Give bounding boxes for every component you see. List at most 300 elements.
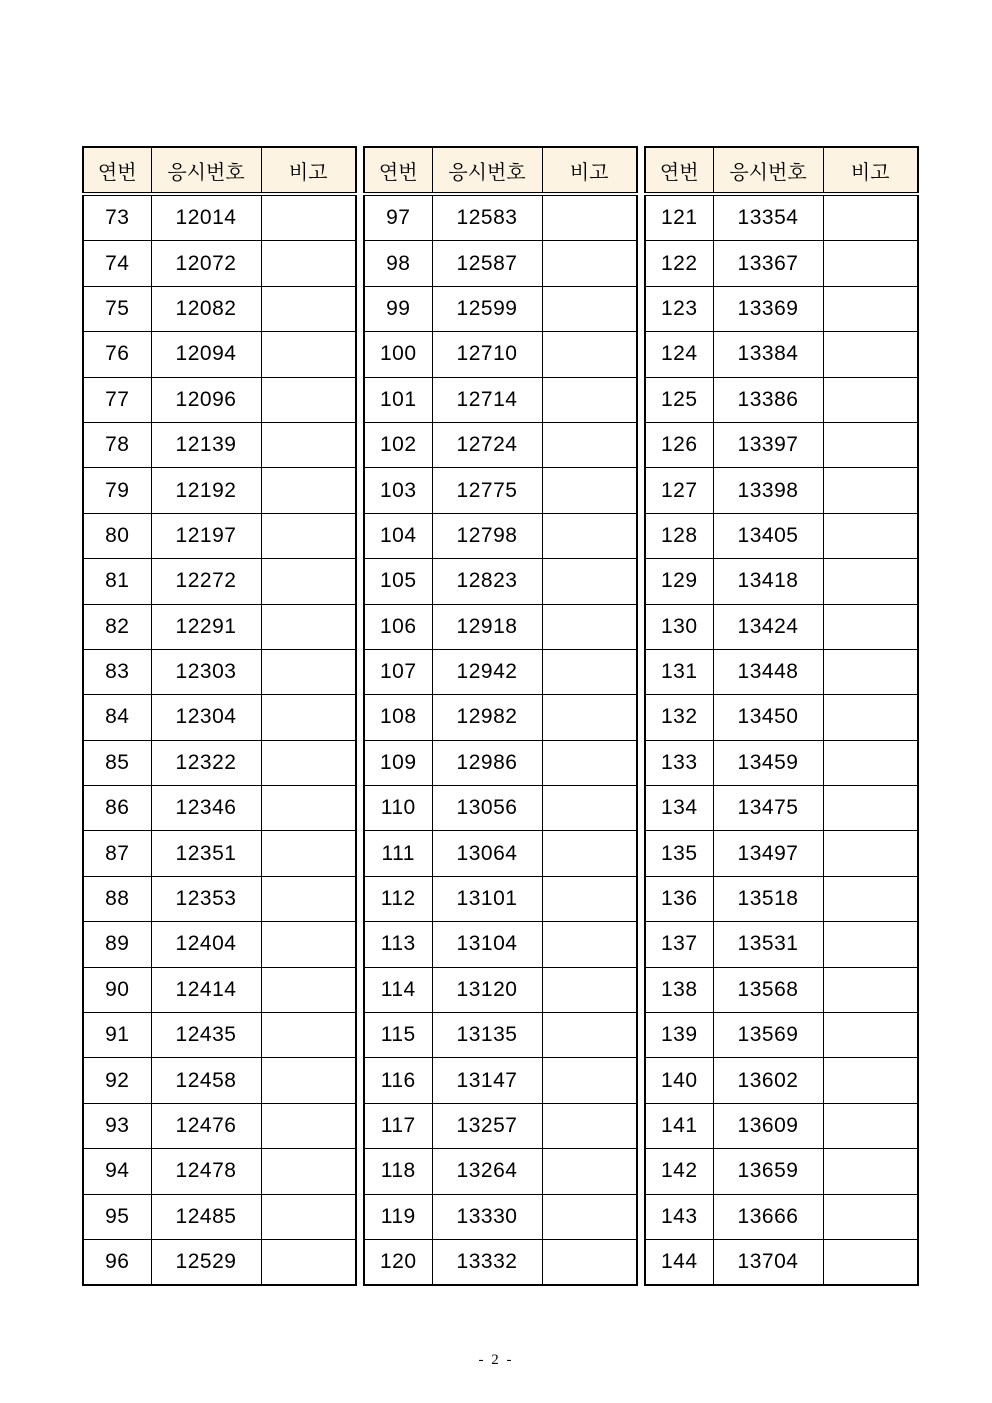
remark-cell bbox=[823, 1013, 918, 1058]
table-row bbox=[364, 286, 637, 331]
remark-cell bbox=[261, 922, 356, 967]
serial-cell: 88 bbox=[83, 876, 151, 921]
serial-cell: 87 bbox=[83, 831, 151, 876]
remark-cell bbox=[823, 241, 918, 286]
candidate-number-cell: 12982 bbox=[432, 695, 542, 740]
remark-cell bbox=[823, 1058, 918, 1103]
serial-cell: 104 bbox=[364, 513, 432, 558]
candidate-number-cell: 12303 bbox=[151, 649, 261, 694]
candidate-number-cell: 13257 bbox=[432, 1103, 542, 1148]
candidate-number-cell: 12529 bbox=[151, 1239, 261, 1285]
serial-cell: 79 bbox=[83, 468, 151, 513]
serial-cell: 84 bbox=[83, 695, 151, 740]
table-row bbox=[83, 559, 356, 604]
remark-cell bbox=[823, 559, 918, 604]
candidate-number-cell: 13135 bbox=[432, 1013, 542, 1058]
remark-cell bbox=[542, 876, 637, 921]
candidate-number-cell: 13448 bbox=[713, 649, 823, 694]
candidate-number-cell: 12714 bbox=[432, 377, 542, 422]
serial-cell: 131 bbox=[645, 649, 713, 694]
table-row bbox=[364, 194, 637, 241]
candidate-number-cell: 13384 bbox=[713, 332, 823, 377]
candidate-number-cell: 12192 bbox=[151, 468, 261, 513]
table-row bbox=[83, 1058, 356, 1103]
table-row bbox=[645, 1013, 918, 1058]
table-row bbox=[645, 286, 918, 331]
remark-cell bbox=[823, 194, 918, 241]
candidate-number-cell: 12272 bbox=[151, 559, 261, 604]
column-header: 연번 bbox=[645, 147, 713, 194]
remark-cell bbox=[542, 740, 637, 785]
candidate-number-cell: 13424 bbox=[713, 604, 823, 649]
serial-cell: 74 bbox=[83, 241, 151, 286]
candidate-number-cell: 12724 bbox=[432, 422, 542, 467]
table-row bbox=[364, 332, 637, 377]
serial-cell: 80 bbox=[83, 513, 151, 558]
serial-cell: 130 bbox=[645, 604, 713, 649]
table-row bbox=[364, 649, 637, 694]
serial-cell: 124 bbox=[645, 332, 713, 377]
page-number: - 2 - bbox=[478, 1352, 514, 1368]
serial-cell: 95 bbox=[83, 1194, 151, 1239]
candidate-number-cell: 12583 bbox=[432, 194, 542, 241]
serial-cell: 91 bbox=[83, 1013, 151, 1058]
remark-cell bbox=[261, 194, 356, 241]
remark-cell bbox=[542, 831, 637, 876]
table-row bbox=[364, 559, 637, 604]
serial-cell: 93 bbox=[83, 1103, 151, 1148]
candidate-number-cell: 12599 bbox=[432, 286, 542, 331]
remark-cell bbox=[823, 831, 918, 876]
candidate-number-cell: 13264 bbox=[432, 1149, 542, 1194]
candidate-number-cell: 12353 bbox=[151, 876, 261, 921]
remark-cell bbox=[542, 468, 637, 513]
serial-cell: 85 bbox=[83, 740, 151, 785]
remark-cell bbox=[823, 967, 918, 1012]
serial-cell: 100 bbox=[364, 332, 432, 377]
remark-cell bbox=[542, 194, 637, 241]
table-row bbox=[645, 1194, 918, 1239]
candidate-roster-tables bbox=[82, 146, 913, 1286]
candidate-number-cell: 13056 bbox=[432, 786, 542, 831]
remark-cell bbox=[823, 604, 918, 649]
table-row bbox=[364, 604, 637, 649]
serial-cell: 116 bbox=[364, 1058, 432, 1103]
column-header: 비고 bbox=[823, 147, 918, 194]
serial-cell: 113 bbox=[364, 922, 432, 967]
table-row bbox=[83, 1103, 356, 1148]
table-row bbox=[83, 468, 356, 513]
remark-cell bbox=[261, 1058, 356, 1103]
remark-cell bbox=[542, 1103, 637, 1148]
candidate-number-cell: 13369 bbox=[713, 286, 823, 331]
remark-cell bbox=[823, 649, 918, 694]
candidate-number-cell: 13147 bbox=[432, 1058, 542, 1103]
candidate-table-1 bbox=[82, 146, 357, 1286]
table-row bbox=[364, 468, 637, 513]
remark-cell bbox=[542, 422, 637, 467]
table-row bbox=[83, 649, 356, 694]
serial-cell: 112 bbox=[364, 876, 432, 921]
table-row bbox=[83, 876, 356, 921]
remark-cell bbox=[261, 286, 356, 331]
table-row bbox=[645, 1239, 918, 1285]
candidate-number-cell: 13518 bbox=[713, 876, 823, 921]
candidate-number-cell: 13405 bbox=[713, 513, 823, 558]
table-row bbox=[645, 241, 918, 286]
serial-cell: 89 bbox=[83, 922, 151, 967]
candidate-number-cell: 12414 bbox=[151, 967, 261, 1012]
remark-cell bbox=[261, 967, 356, 1012]
candidate-number-cell: 12918 bbox=[432, 604, 542, 649]
column-header: 비고 bbox=[542, 147, 637, 194]
table-row bbox=[364, 1058, 637, 1103]
candidate-number-cell: 12823 bbox=[432, 559, 542, 604]
remark-cell bbox=[261, 695, 356, 740]
remark-cell bbox=[261, 513, 356, 558]
remark-cell bbox=[823, 695, 918, 740]
candidate-number-cell: 12485 bbox=[151, 1194, 261, 1239]
table-row bbox=[645, 513, 918, 558]
candidate-number-cell: 13659 bbox=[713, 1149, 823, 1194]
remark-cell bbox=[542, 332, 637, 377]
remark-cell bbox=[823, 332, 918, 377]
serial-cell: 141 bbox=[645, 1103, 713, 1148]
serial-cell: 106 bbox=[364, 604, 432, 649]
table-row bbox=[645, 422, 918, 467]
remark-cell bbox=[823, 1194, 918, 1239]
table-row bbox=[645, 1103, 918, 1148]
table-row bbox=[645, 1058, 918, 1103]
serial-cell: 142 bbox=[645, 1149, 713, 1194]
candidate-number-cell: 12775 bbox=[432, 468, 542, 513]
candidate-number-cell: 13332 bbox=[432, 1239, 542, 1285]
remark-cell bbox=[542, 967, 637, 1012]
remark-cell bbox=[261, 468, 356, 513]
table-row bbox=[83, 1149, 356, 1194]
table-row bbox=[83, 194, 356, 241]
table-row bbox=[364, 422, 637, 467]
table-row bbox=[645, 1149, 918, 1194]
remark-cell bbox=[542, 1239, 637, 1285]
serial-cell: 114 bbox=[364, 967, 432, 1012]
table-row bbox=[364, 967, 637, 1012]
candidate-number-cell: 13602 bbox=[713, 1058, 823, 1103]
table-row bbox=[364, 695, 637, 740]
candidate-number-cell: 13568 bbox=[713, 967, 823, 1012]
table-row bbox=[645, 649, 918, 694]
serial-cell: 107 bbox=[364, 649, 432, 694]
table-row bbox=[364, 1013, 637, 1058]
remark-cell bbox=[261, 1103, 356, 1148]
table-header-row bbox=[645, 147, 918, 194]
serial-cell: 121 bbox=[645, 194, 713, 241]
remark-cell bbox=[823, 1103, 918, 1148]
serial-cell: 108 bbox=[364, 695, 432, 740]
candidate-number-cell: 13367 bbox=[713, 241, 823, 286]
table-header-row bbox=[83, 147, 356, 194]
candidate-number-cell: 12404 bbox=[151, 922, 261, 967]
serial-cell: 75 bbox=[83, 286, 151, 331]
serial-cell: 110 bbox=[364, 786, 432, 831]
table-row bbox=[645, 922, 918, 967]
serial-cell: 129 bbox=[645, 559, 713, 604]
candidate-number-cell: 12304 bbox=[151, 695, 261, 740]
serial-cell: 111 bbox=[364, 831, 432, 876]
column-header: 연번 bbox=[83, 147, 151, 194]
candidate-number-cell: 12197 bbox=[151, 513, 261, 558]
serial-cell: 118 bbox=[364, 1149, 432, 1194]
remark-cell bbox=[261, 422, 356, 467]
table-row bbox=[83, 1194, 356, 1239]
remark-cell bbox=[823, 1239, 918, 1285]
remark-cell bbox=[823, 377, 918, 422]
table-row bbox=[645, 194, 918, 241]
serial-cell: 122 bbox=[645, 241, 713, 286]
table-row bbox=[364, 513, 637, 558]
candidate-number-cell: 13609 bbox=[713, 1103, 823, 1148]
table-row bbox=[83, 967, 356, 1012]
serial-cell: 96 bbox=[83, 1239, 151, 1285]
column-header: 응시번호 bbox=[432, 147, 542, 194]
table-row bbox=[645, 876, 918, 921]
candidate-number-cell: 12478 bbox=[151, 1149, 261, 1194]
serial-cell: 125 bbox=[645, 377, 713, 422]
table-row bbox=[83, 513, 356, 558]
candidate-number-cell: 12014 bbox=[151, 194, 261, 241]
candidate-number-cell: 13386 bbox=[713, 377, 823, 422]
candidate-number-cell: 12798 bbox=[432, 513, 542, 558]
candidate-number-cell: 12942 bbox=[432, 649, 542, 694]
remark-cell bbox=[823, 286, 918, 331]
serial-cell: 120 bbox=[364, 1239, 432, 1285]
candidate-number-cell: 12710 bbox=[432, 332, 542, 377]
candidate-number-cell: 13450 bbox=[713, 695, 823, 740]
candidate-number-cell: 13101 bbox=[432, 876, 542, 921]
remark-cell bbox=[823, 513, 918, 558]
table-row bbox=[364, 1194, 637, 1239]
table-row bbox=[364, 922, 637, 967]
serial-cell: 132 bbox=[645, 695, 713, 740]
serial-cell: 102 bbox=[364, 422, 432, 467]
table-header-row bbox=[364, 147, 637, 194]
serial-cell: 78 bbox=[83, 422, 151, 467]
table-row bbox=[364, 786, 637, 831]
serial-cell: 143 bbox=[645, 1194, 713, 1239]
remark-cell bbox=[542, 922, 637, 967]
candidate-number-cell: 12322 bbox=[151, 740, 261, 785]
candidate-number-cell: 13104 bbox=[432, 922, 542, 967]
serial-cell: 126 bbox=[645, 422, 713, 467]
remark-cell bbox=[542, 1149, 637, 1194]
remark-cell bbox=[542, 649, 637, 694]
candidate-number-cell: 13475 bbox=[713, 786, 823, 831]
serial-cell: 128 bbox=[645, 513, 713, 558]
table-row bbox=[645, 695, 918, 740]
serial-cell: 138 bbox=[645, 967, 713, 1012]
candidate-number-cell: 12351 bbox=[151, 831, 261, 876]
candidate-number-cell: 12476 bbox=[151, 1103, 261, 1148]
serial-cell: 140 bbox=[645, 1058, 713, 1103]
table-row bbox=[364, 241, 637, 286]
candidate-number-cell: 12082 bbox=[151, 286, 261, 331]
serial-cell: 94 bbox=[83, 1149, 151, 1194]
table-row bbox=[83, 695, 356, 740]
remark-cell bbox=[261, 241, 356, 286]
serial-cell: 139 bbox=[645, 1013, 713, 1058]
table-row bbox=[83, 1013, 356, 1058]
remark-cell bbox=[823, 468, 918, 513]
table-row bbox=[645, 831, 918, 876]
serial-cell: 127 bbox=[645, 468, 713, 513]
table-row bbox=[364, 1149, 637, 1194]
candidate-number-cell: 13497 bbox=[713, 831, 823, 876]
serial-cell: 86 bbox=[83, 786, 151, 831]
candidate-number-cell: 12094 bbox=[151, 332, 261, 377]
serial-cell: 117 bbox=[364, 1103, 432, 1148]
column-header: 연번 bbox=[364, 147, 432, 194]
remark-cell bbox=[542, 286, 637, 331]
remark-cell bbox=[542, 559, 637, 604]
remark-cell bbox=[542, 377, 637, 422]
remark-cell bbox=[542, 1194, 637, 1239]
remark-cell bbox=[542, 1058, 637, 1103]
table-row bbox=[83, 286, 356, 331]
remark-cell bbox=[542, 1013, 637, 1058]
table-row bbox=[364, 831, 637, 876]
table-row bbox=[364, 876, 637, 921]
table-row bbox=[83, 786, 356, 831]
table-row bbox=[645, 468, 918, 513]
remark-cell bbox=[261, 1239, 356, 1285]
remark-cell bbox=[542, 604, 637, 649]
candidate-number-cell: 12435 bbox=[151, 1013, 261, 1058]
candidate-number-cell: 12986 bbox=[432, 740, 542, 785]
serial-cell: 83 bbox=[83, 649, 151, 694]
table-row bbox=[645, 740, 918, 785]
remark-cell bbox=[823, 876, 918, 921]
candidate-number-cell: 13330 bbox=[432, 1194, 542, 1239]
table-row bbox=[364, 377, 637, 422]
remark-cell bbox=[261, 1149, 356, 1194]
table-row bbox=[645, 332, 918, 377]
table-row bbox=[83, 922, 356, 967]
remark-cell bbox=[261, 649, 356, 694]
remark-cell bbox=[261, 831, 356, 876]
serial-cell: 101 bbox=[364, 377, 432, 422]
candidate-number-cell: 13354 bbox=[713, 194, 823, 241]
candidate-number-cell: 12458 bbox=[151, 1058, 261, 1103]
serial-cell: 144 bbox=[645, 1239, 713, 1285]
remark-cell bbox=[542, 786, 637, 831]
candidate-number-cell: 12072 bbox=[151, 241, 261, 286]
serial-cell: 133 bbox=[645, 740, 713, 785]
remark-cell bbox=[261, 604, 356, 649]
remark-cell bbox=[542, 241, 637, 286]
table-row bbox=[645, 604, 918, 649]
candidate-number-cell: 13120 bbox=[432, 967, 542, 1012]
candidate-number-cell: 13398 bbox=[713, 468, 823, 513]
candidate-number-cell: 13418 bbox=[713, 559, 823, 604]
table-row bbox=[83, 241, 356, 286]
candidate-number-cell: 13397 bbox=[713, 422, 823, 467]
candidate-table-2 bbox=[363, 146, 638, 1286]
table-row bbox=[364, 1239, 637, 1285]
candidate-number-cell: 12587 bbox=[432, 241, 542, 286]
serial-cell: 90 bbox=[83, 967, 151, 1012]
serial-cell: 81 bbox=[83, 559, 151, 604]
serial-cell: 99 bbox=[364, 286, 432, 331]
table-row bbox=[645, 967, 918, 1012]
remark-cell bbox=[261, 559, 356, 604]
remark-cell bbox=[542, 513, 637, 558]
column-header: 비고 bbox=[261, 147, 356, 194]
table-row bbox=[364, 1103, 637, 1148]
table-row bbox=[645, 559, 918, 604]
remark-cell bbox=[261, 1194, 356, 1239]
serial-cell: 135 bbox=[645, 831, 713, 876]
remark-cell bbox=[823, 422, 918, 467]
remark-cell bbox=[261, 377, 356, 422]
candidate-number-cell: 13704 bbox=[713, 1239, 823, 1285]
table-row bbox=[364, 740, 637, 785]
table-row bbox=[83, 740, 356, 785]
table-row bbox=[83, 332, 356, 377]
table-row bbox=[83, 1239, 356, 1285]
serial-cell: 76 bbox=[83, 332, 151, 377]
serial-cell: 115 bbox=[364, 1013, 432, 1058]
serial-cell: 109 bbox=[364, 740, 432, 785]
candidate-number-cell: 13064 bbox=[432, 831, 542, 876]
table-row bbox=[83, 422, 356, 467]
remark-cell bbox=[261, 786, 356, 831]
serial-cell: 82 bbox=[83, 604, 151, 649]
candidate-table-3 bbox=[644, 146, 919, 1286]
serial-cell: 92 bbox=[83, 1058, 151, 1103]
column-header: 응시번호 bbox=[713, 147, 823, 194]
serial-cell: 97 bbox=[364, 194, 432, 241]
table-row bbox=[83, 831, 356, 876]
candidate-number-cell: 13666 bbox=[713, 1194, 823, 1239]
remark-cell bbox=[542, 695, 637, 740]
remark-cell bbox=[823, 922, 918, 967]
remark-cell bbox=[261, 740, 356, 785]
table-row bbox=[83, 377, 356, 422]
serial-cell: 98 bbox=[364, 241, 432, 286]
serial-cell: 123 bbox=[645, 286, 713, 331]
candidate-number-cell: 12291 bbox=[151, 604, 261, 649]
table-row bbox=[645, 786, 918, 831]
candidate-number-cell: 12096 bbox=[151, 377, 261, 422]
candidate-number-cell: 12346 bbox=[151, 786, 261, 831]
remark-cell bbox=[823, 786, 918, 831]
serial-cell: 134 bbox=[645, 786, 713, 831]
remark-cell bbox=[261, 1013, 356, 1058]
remark-cell bbox=[823, 740, 918, 785]
remark-cell bbox=[261, 332, 356, 377]
candidate-number-cell: 13459 bbox=[713, 740, 823, 785]
remark-cell bbox=[823, 1149, 918, 1194]
serial-cell: 136 bbox=[645, 876, 713, 921]
column-header: 응시번호 bbox=[151, 147, 261, 194]
serial-cell: 77 bbox=[83, 377, 151, 422]
serial-cell: 73 bbox=[83, 194, 151, 241]
remark-cell bbox=[261, 876, 356, 921]
candidate-number-cell: 13569 bbox=[713, 1013, 823, 1058]
candidate-number-cell: 13531 bbox=[713, 922, 823, 967]
candidate-number-cell: 12139 bbox=[151, 422, 261, 467]
serial-cell: 119 bbox=[364, 1194, 432, 1239]
